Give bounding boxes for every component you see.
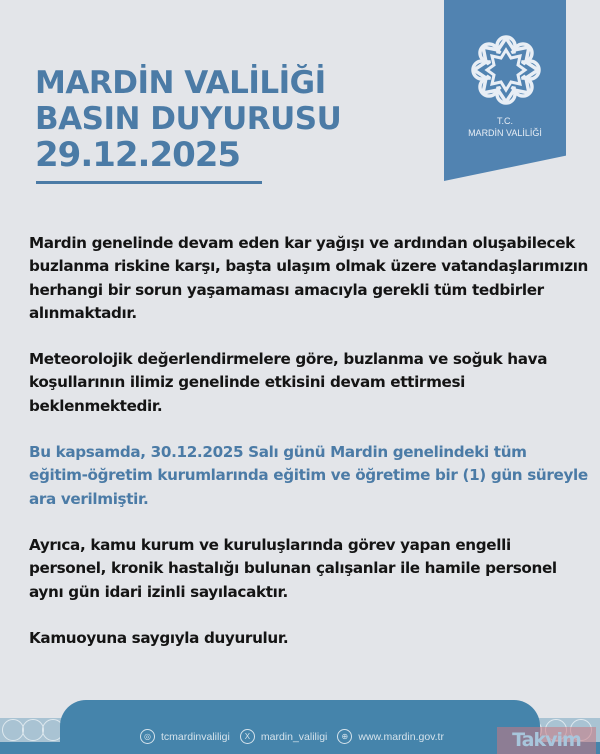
takvim-watermark: Takvim [497, 727, 596, 754]
paragraph-4: Ayrıca, kamu kurum ve kuruluşlarında görev yapan engelli personel, kronik hastalığı bulunan çalışanlar ile hamile personel aynı gün idari izinli sayılacaktır. [29, 535, 557, 601]
banner-line-1: T.C. [496, 116, 513, 126]
footer-links [140, 729, 444, 744]
pattern-ornament-icon [2, 719, 24, 741]
announcement-body [29, 232, 589, 673]
page-title [35, 65, 341, 173]
title-line-2: BASIN DUYURUSU [35, 101, 342, 137]
pattern-ornament-icon [22, 719, 44, 741]
instagram-handle: tcmardinvaliligi [161, 730, 230, 743]
paragraph-3-highlight: Bu kapsamda, 30.12.2025 Salı günü Mardin genelindeki tüm eğitim-öğretim kurumlarında eğitim ve öğretime bir (1) gün süreyle ara verilmiştir. [29, 443, 588, 508]
instagram-link[interactable] [140, 729, 230, 744]
website-url: www.mardin.gov.tr [358, 730, 444, 743]
x-handle: mardin_valiligi [260, 730, 328, 743]
mardin-valiligi-emblem-icon [466, 30, 546, 110]
title-line-1: MARDİN VALİLİĞİ [35, 65, 326, 101]
announcement-date: 29.12.2025 [35, 135, 241, 175]
banner-caption [444, 115, 566, 139]
website-link[interactable] [337, 729, 444, 744]
instagram-icon: ◎ [140, 729, 155, 744]
banner-line-2: MARDİN VALİLİĞİ [468, 128, 542, 138]
globe-icon: ⊕ [337, 729, 352, 744]
title-underline [36, 181, 262, 184]
paragraph-2: Meteorolojik değerlendirmelere göre, buzlanma ve soğuk hava koşullarının ilimiz genelinde etkisini devam ettirmesi beklenmektedir. [29, 350, 548, 415]
paragraph-5: Kamuoyuna saygıyla duyurulur. [29, 628, 289, 647]
x-icon: X [240, 729, 255, 744]
x-link[interactable] [240, 729, 328, 744]
paragraph-1: Mardin genelinde devam eden kar yağışı ve ardından oluşabilecek buzlanma riskine karşı, başta ulaşım olmak üzere vatandaşlarımızın herhangi bir sorun yaşamaması amacıyla gerekli tüm tedbirler alınmaktadır. [29, 234, 589, 322]
